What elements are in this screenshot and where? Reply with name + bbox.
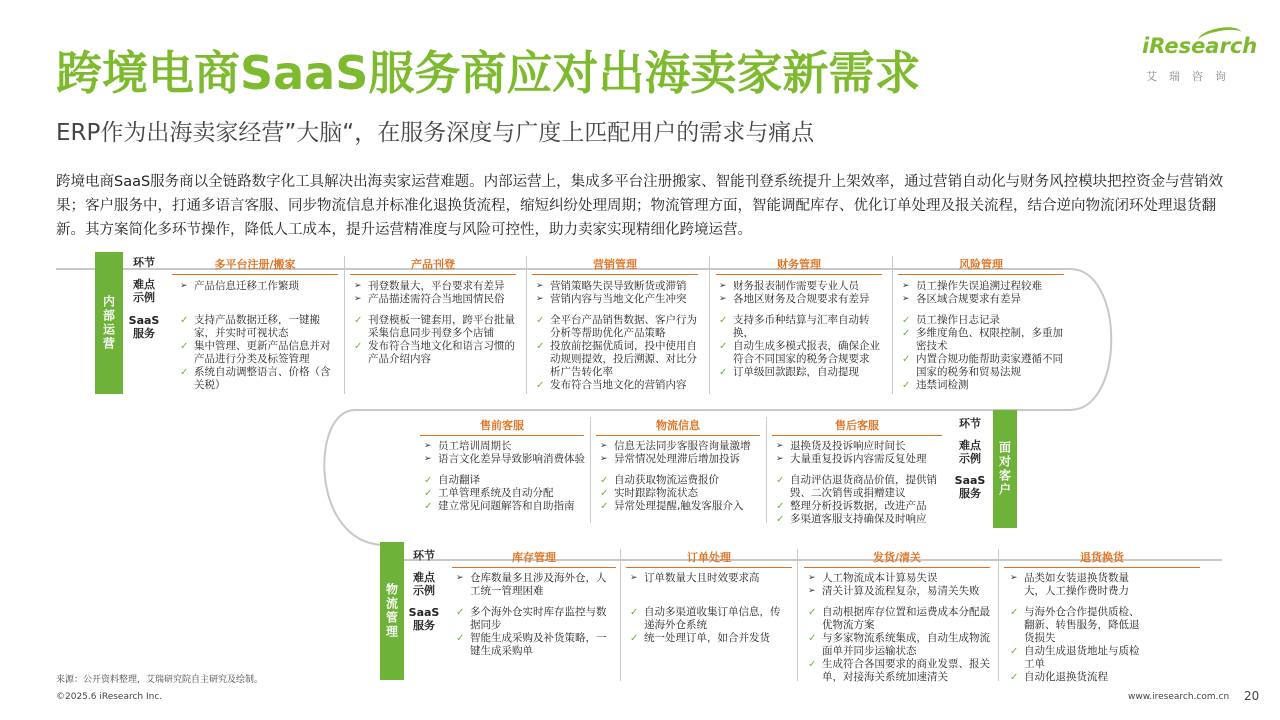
- row-label-saas: SaaS 服务: [954, 474, 986, 500]
- col-head-orders: 订单处理: [626, 549, 792, 568]
- saas-item: ✓ 工单管理系统及自动分配: [424, 487, 586, 500]
- intro-paragraph: 跨境电商SaaS服务商以全链路数字化工具解决出海卖家运营难题。内部运营上，集成多平台注册搬家、智能刊登系统提升上架效率，通过营销自动化与财务风控模块把控资金与营销效果；客户服务中，打通多语言客服、同步物流信息并标准化退换货流程，缩短纠纷处理周期；物流管理方面，智能调配库存、优化订单处理及报关流程，结合逆向物流闭环处理退货翻新。其方案简化多环节操作，降低人工成本，提升运营精准度与风险可控性，助力卖家实现精细化跨境运营。: [56, 174, 1224, 238]
- cell-aftersales: [776, 440, 942, 526]
- saas-item: ✓ 多维度角色、权限控制，多重加密技术: [902, 327, 1064, 353]
- col-head-shipping: 发货/清关: [804, 549, 990, 568]
- page-number: 20: [1244, 689, 1260, 703]
- saas-item: ✓ 统一处理订单，如合并发货: [630, 632, 790, 645]
- cell-returns: [1010, 572, 1140, 684]
- col-head-finance: 财务管理: [716, 256, 882, 275]
- pain-item: ➢ 异常情况处理滞后增加投诉: [600, 453, 762, 466]
- saas-item: ✓ 员工操作日志记录: [902, 314, 1064, 327]
- col-head-presales: 售前客服: [420, 417, 584, 436]
- pain-item: ➢ 产品信息迁移工作繁琐: [180, 280, 332, 293]
- cell-marketing: [536, 280, 702, 392]
- section-bar-customer: 面对客户: [993, 410, 1017, 528]
- saas-item: ✓ 整理分析投诉数据，改进产品: [776, 500, 942, 513]
- saas-item: ✓ 支持多币种结算与汇率自动转换，: [719, 314, 885, 340]
- col-head-listing: 产品刊登: [350, 256, 516, 275]
- cell-logistics-info: [600, 440, 762, 513]
- saas-item: ✓ 建立常见问题解答和自助指南: [424, 500, 586, 513]
- column-divider: [526, 256, 527, 394]
- pain-item: ➢ 仓库数量多且涉及海外仓，人工统一管理困难: [456, 572, 614, 598]
- column-divider: [998, 549, 999, 681]
- section-bar-logistics: 物流管理: [380, 542, 404, 680]
- saas-item: ✓ 违禁词检测: [902, 379, 1064, 392]
- col-head-platform: 多平台注册/搬家: [172, 256, 338, 275]
- cell-platform: [180, 280, 332, 392]
- column-divider: [590, 417, 591, 523]
- logo-wordmark: iResearch: [1142, 34, 1258, 58]
- col-head-returns: 退货换货: [1004, 549, 1200, 568]
- column-divider: [620, 549, 621, 681]
- saas-item: ✓ 集中管理、更新产品信息并对产品进行分类及标签管理: [180, 340, 332, 366]
- pain-item: ➢ 订单数量大且时效要求高: [630, 572, 790, 585]
- row-label-saas: SaaS 服务: [408, 606, 440, 632]
- pain-item: ➢ 员工培训周期长: [424, 440, 586, 453]
- pain-item: ➢ 产品描述需符合当地国情民俗: [354, 293, 520, 306]
- saas-item: ✓ 自动多渠道收集订单信息，传递海外仓系统: [630, 606, 790, 632]
- col-head-inventory: 库存管理: [452, 549, 616, 568]
- saas-item: ✓ 与多家物流系统集成，自动生成物流面单并同步运输状态: [808, 632, 992, 658]
- cell-orders: [630, 572, 790, 645]
- saas-item: ✓ 自动获取物流运费报价: [600, 474, 762, 487]
- saas-item: ✓ 实时跟踪物流状态: [600, 487, 762, 500]
- saas-item: ✓ 与海外仓合作提供质检、翻新、转售服务，降低退货损失: [1010, 606, 1140, 645]
- pain-item: ➢ 语言文化差异导致影响消费体验: [424, 453, 586, 466]
- pain-item: ➢ 大量重复投诉内容需反复处理: [776, 453, 942, 466]
- pain-item: ➢ 刊登数量大，平台要求有差异: [354, 280, 520, 293]
- source-note: 来源：公开资料整理，艾瑞研究院自主研究及绘制。: [56, 675, 264, 685]
- cell-listing: [354, 280, 520, 366]
- section-bar-internal: 内部运营: [95, 252, 123, 394]
- saas-item: ✓ 自动生成退货地址与质检工单: [1010, 645, 1140, 671]
- col-head-marketing: 营销管理: [532, 256, 698, 275]
- saas-item: ✓ 多渠道客服支持确保及时响应: [776, 513, 942, 526]
- column-divider: [709, 256, 710, 394]
- col-head-aftersales: 售后客服: [772, 417, 942, 436]
- row-label-stage: 环节: [959, 417, 981, 430]
- saas-item: ✓ 自动根据库存位置和运费成本分配最优物流方案: [808, 606, 992, 632]
- pain-item: ➢ 人工物流成本计算易失误: [808, 572, 992, 585]
- page-title: 跨境电商SaaS服务商应对出海卖家新需求: [56, 46, 921, 100]
- pain-item: ➢ 各区域合规要求有差异: [902, 293, 1064, 306]
- row-label-pain: 难点 示例: [133, 278, 155, 304]
- column-divider: [797, 549, 798, 681]
- saas-item: ✓ 生成符合各国要求的商业发票、报关单，对接海关系统加速清关: [808, 658, 992, 684]
- copyright: ©2025.6 iResearch Inc.: [56, 692, 163, 702]
- saas-item: ✓ 自动化退换货流程: [1010, 671, 1140, 684]
- saas-item: ✓ 智能生成采购及补货策略，一键生成采购单: [456, 632, 614, 658]
- saas-item: ✓ 投放前挖掘优质词，投中使用自动规则提效，投后溯源、对比分析广告转化率: [536, 340, 702, 379]
- saas-item: ✓ 异常处理提醒,触发客服介入: [600, 500, 762, 513]
- saas-item: ✓ 刊登模板一键套用，跨平台批量采集信息同步刊登多个店铺: [354, 314, 520, 340]
- col-head-risk: 风险管理: [898, 256, 1064, 275]
- saas-item: ✓ 发布符合当地文化和语言习惯的产品介绍内容: [354, 340, 520, 366]
- row-label-pain: 难点 示例: [413, 571, 435, 597]
- saas-item: ✓ 自动生成多模式报表，确保企业符合不同国家的税务合规要求: [719, 340, 885, 366]
- cell-inventory: [456, 572, 614, 658]
- pain-item: ➢ 营销内容与当地文化产生冲突: [536, 293, 702, 306]
- pain-item: ➢ 退换货及投诉响应时间长: [776, 440, 942, 453]
- pain-item: ➢ 品类如女装退换货数量大，人工操作费时费力: [1010, 572, 1140, 598]
- pain-item: ➢ 信息无法同步客服咨询量激增: [600, 440, 762, 453]
- saas-item: ✓ 自动评估退货商品价值，提供销毁、二次销售或捐赠建议: [776, 474, 942, 500]
- column-divider: [892, 256, 893, 394]
- saas-item: ✓ 订单级回款跟踪，自动提现: [719, 366, 885, 379]
- page-subtitle: ERP作为出海卖家经营”大脑“，在服务深度与广度上匹配用户的需求与痛点: [56, 120, 815, 146]
- pain-item: ➢ 财务报表制作需要专业人员: [719, 280, 885, 293]
- pain-item: ➢ 员工操作失误追溯过程较难: [902, 280, 1064, 293]
- row-label-stage: 环节: [413, 549, 435, 562]
- cell-risk: [902, 280, 1064, 392]
- logo-subtitle: 艾瑞咨询: [1146, 70, 1238, 83]
- saas-item: ✓ 全平台产品销售数据、客户行为分析等帮助优化产品策略: [536, 314, 702, 340]
- pain-item: ➢ 清关计算及流程复杂，易清关失败: [808, 585, 992, 598]
- saas-item: ✓ 支持产品数据迁移，一键搬家，并实时可视状态: [180, 314, 332, 340]
- saas-item: ✓ 多个海外仓实时库存监控与数据同步: [456, 606, 614, 632]
- col-head-logistics-info: 物流信息: [596, 417, 760, 436]
- saas-item: ✓ 发布符合当地文化的营销内容: [536, 379, 702, 392]
- row-label-saas: SaaS 服务: [128, 314, 160, 340]
- cell-shipping: [808, 572, 992, 684]
- cell-finance: [719, 280, 885, 379]
- row-label-pain: 难点 示例: [959, 439, 981, 465]
- pain-item: ➢ 营销策略失误导致断货或滞销: [536, 280, 702, 293]
- saas-item: ✓ 系统自动调整语言、价格（含关税）: [180, 366, 332, 392]
- saas-item: ✓ 自动翻译: [424, 474, 586, 487]
- cell-presales: [424, 440, 586, 513]
- column-divider: [344, 256, 345, 394]
- website-link[interactable]: www.iresearch.com.cn: [1128, 692, 1230, 702]
- pain-item: ➢ 各地区财务及合规要求有差异: [719, 293, 885, 306]
- saas-item: ✓ 内置合规功能帮助卖家遵循不同国家的税务和贸易法规: [902, 353, 1064, 379]
- column-divider: [766, 417, 767, 523]
- row-label-stage: 环节: [133, 256, 155, 269]
